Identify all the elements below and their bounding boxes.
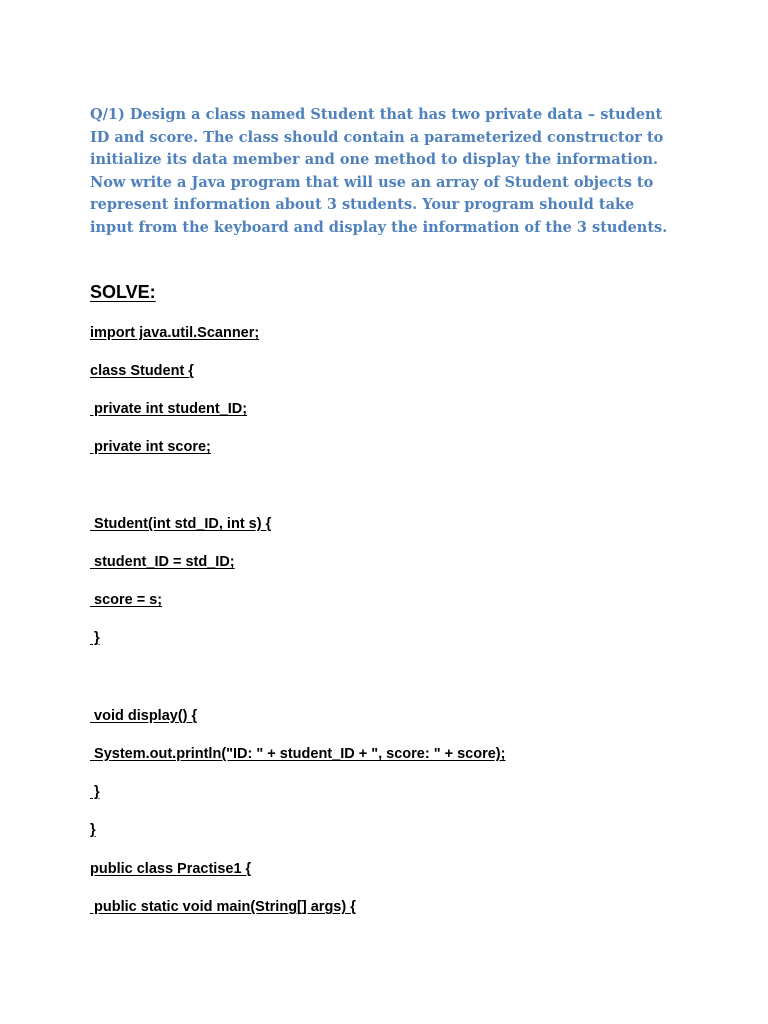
code-line-main-method: public static void main(String[] args) { (90, 899, 356, 915)
code-line-field-student-id: private int student_ID; (90, 401, 248, 417)
question-text: Q/1) Design a class named Student that has two private data – student ID and score. The class should contain a parameterized constructor to initialize its data member and one method to display the information. Now write a Java program that will use an array of Student objects to represent information about 3 students. Your program should take input from the keyboard and display the information of the 3 students. (90, 106, 668, 236)
code-line-import: import java.util.Scanner; (90, 325, 260, 341)
code-line-method-close: } (90, 784, 100, 800)
solution-heading: SOLVE: (90, 282, 156, 302)
code-line-println: System.out.println("ID: " + student_ID + ", score: " + score); (90, 746, 506, 762)
code-line-assign-score: score = s; (90, 592, 163, 608)
code-line-public-class: public class Practise1 { (90, 861, 252, 877)
code-line-class-declaration: class Student { (90, 363, 194, 379)
code-line-field-score: private int score; (90, 439, 211, 455)
code-line-constructor-close: } (90, 630, 100, 646)
code-line-assign-id: student_ID = std_ID; (90, 554, 235, 570)
code-line-constructor: Student(int std_ID, int s) { (90, 516, 272, 532)
code-line-class-close: } (90, 822, 96, 838)
code-line-display-method: void display() { (90, 708, 198, 724)
